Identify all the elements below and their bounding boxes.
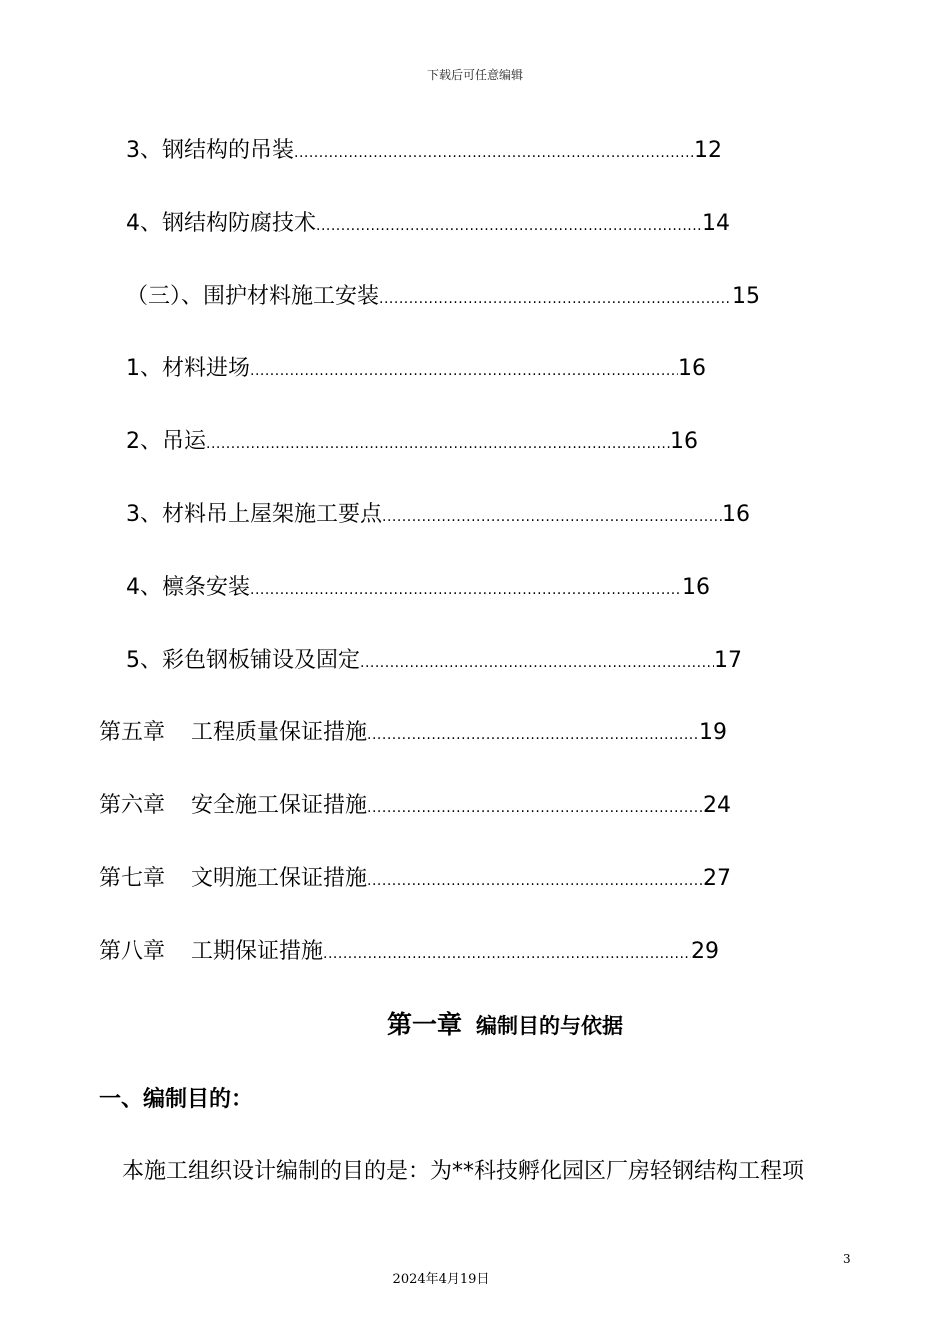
toc-leader-dots xyxy=(250,356,678,384)
toc-entry xyxy=(126,500,750,530)
toc-entry-page: 17 xyxy=(714,648,742,673)
toc-chapter-number: 第五章 xyxy=(99,720,166,745)
toc-entry-page: 12 xyxy=(694,138,722,163)
toc-entry-label: 4、檩条安装 xyxy=(126,575,250,600)
toc-entry xyxy=(126,282,760,312)
toc-leader-dots xyxy=(382,502,722,530)
toc-entry-page: 16 xyxy=(678,356,706,381)
toc-entry-page: 16 xyxy=(722,502,750,527)
toc-entry-label: 3、材料吊上屋架施工要点 xyxy=(126,502,382,527)
toc-entry xyxy=(126,354,706,384)
toc-entry-label: 工期保证措施 xyxy=(191,939,324,964)
toc-chapter-entry xyxy=(99,791,731,821)
toc-entry-label: 1、材料进场 xyxy=(126,356,250,381)
toc-entry-label: 2、吊运 xyxy=(126,429,206,454)
toc-entry xyxy=(126,209,730,239)
toc-entry-label: 5、彩色钢板铺设及固定 xyxy=(126,648,360,673)
toc-entry-page: 16 xyxy=(682,575,710,600)
toc-entry xyxy=(126,136,722,166)
body-paragraph: 本施工组织设计编制的目的是：为**科技孵化园区厂房轻钢结构工程项 xyxy=(122,1159,805,1184)
toc-leader-dots xyxy=(367,720,699,748)
toc-leader-dots xyxy=(367,793,703,821)
toc-entry-label: 文明施工保证措施 xyxy=(191,866,368,891)
section-heading: 一、编制目的： xyxy=(99,1087,254,1112)
toc-entry-page: 14 xyxy=(702,211,730,236)
chapter-title-text: 编制目的与依据 xyxy=(476,1014,623,1038)
chapter-title-number: 第一章 xyxy=(386,1010,462,1039)
toc-entry-label: 安全施工保证措施 xyxy=(191,793,368,818)
toc-chapter-number: 第八章 xyxy=(99,939,166,964)
toc-chapter-entry xyxy=(99,937,719,967)
toc-leader-dots xyxy=(360,648,714,676)
toc-entry-page: 16 xyxy=(670,429,698,454)
toc-leader-dots xyxy=(250,575,682,603)
toc-entry-page: 24 xyxy=(703,793,731,818)
toc-leader-dots xyxy=(379,284,732,312)
toc-entry xyxy=(126,646,742,676)
toc-leader-dots xyxy=(294,138,694,166)
toc-entry-label: （三）、围护材料施工安装 xyxy=(126,284,380,309)
toc-leader-dots xyxy=(316,211,702,239)
toc-entry-page: 29 xyxy=(691,939,719,964)
toc-leader-dots xyxy=(367,866,703,894)
toc-entry xyxy=(126,573,710,603)
toc-entry-page: 19 xyxy=(699,720,727,745)
chapter-title xyxy=(0,1005,950,1041)
toc-chapter-entry xyxy=(99,864,731,894)
toc-entry-label: 工程质量保证措施 xyxy=(191,720,368,745)
toc-entry-label: 4、钢结构防腐技术 xyxy=(126,211,316,236)
toc-leader-dots xyxy=(323,939,691,967)
toc-entry-page: 27 xyxy=(703,866,731,891)
toc-leader-dots xyxy=(206,429,670,457)
toc-entry-label: 3、钢结构的吊装 xyxy=(126,138,294,163)
toc-chapter-number: 第六章 xyxy=(99,793,166,818)
toc-chapter-entry xyxy=(99,718,727,748)
page-header: 下载后可任意编辑 xyxy=(426,68,523,82)
toc-entry xyxy=(126,427,698,457)
page-number: 3 xyxy=(843,1252,851,1266)
footer-date: 2024年4月19日 xyxy=(392,1272,490,1287)
toc-chapter-number: 第七章 xyxy=(99,866,166,891)
toc-entry-page: 15 xyxy=(732,284,760,309)
